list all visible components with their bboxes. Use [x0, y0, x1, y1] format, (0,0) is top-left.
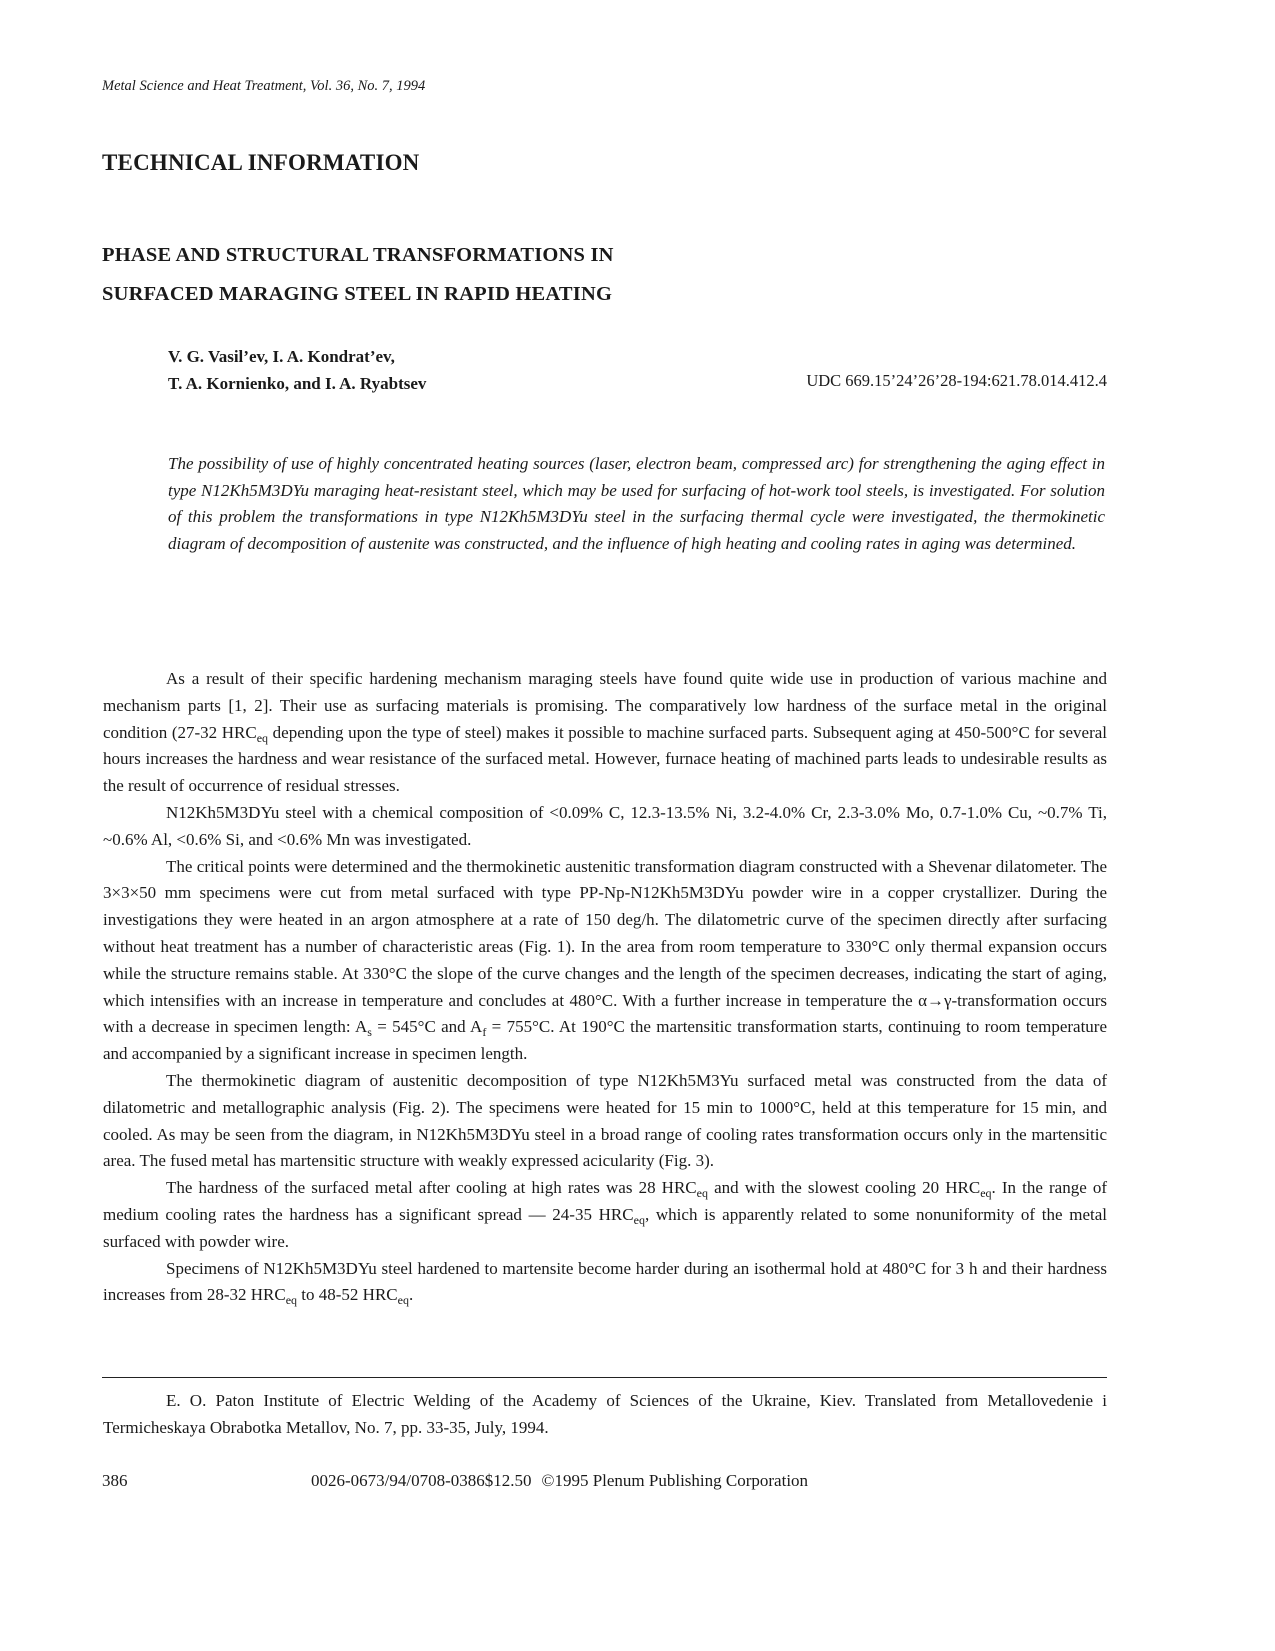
udc-classification: UDC 669.15’24’26’28-194:621.78.014.412.4: [806, 371, 1107, 390]
page-number: 386: [102, 1471, 128, 1490]
subscript-f: f: [482, 1025, 487, 1040]
section-heading: TECHNICAL INFORMATION: [102, 150, 420, 175]
paragraph-1: As a result of their specific hardening mechanism maraging steels have found quite wide use in production of various machine and mechanism parts [1, 2]. Their use as surfacing materials is promising. The comparatively low hardness of the surface metal in the original condition (27-32 $HRC_{eq}$ depending upon the type of steel) makes it possible to machine surfaced parts. Subsequent aging at 450-500°C for several hours increases the hardness and wear resistance of the surfaced metal. However, furnace heating of machined parts leads to undesirable results as the result of occurrence of residual stresses.: [103, 669, 1108, 796]
author-line-1: V. G. Vasil’ev, I. A. Kondrat’ev,: [168, 347, 395, 366]
footnote-text: E. O. Paton Institute of Electric Welding of the Academy of Sciences of the Ukraine, Kiev. Translated from Metallovedenie i Termicheskaya Obrabotka Metallov, No. 7, pp. 33-35, July, 1994.: [103, 1391, 1107, 1437]
body-text: [103, 666, 1107, 1309]
publisher-imprint: [311, 1471, 808, 1491]
article-title: [102, 236, 614, 314]
subscript-eq: eq: [397, 1293, 409, 1308]
subscript-s: s: [367, 1025, 372, 1040]
subscript-eq: eq: [633, 1212, 645, 1227]
subscript-eq: eq: [980, 1186, 992, 1201]
article-title-line-1: PHASE AND STRUCTURAL TRANSFORMATIONS IN: [102, 244, 614, 266]
paragraph-4: The thermokinetic diagram of austenitic decomposition of type N12Kh5M3Yu surfaced metal was constructed from the data of dilatometric and metallographic analysis (Fig. 2). The specimens were heated for 15 min to 1000°C, held at this temperature for 15 min, and cooled. As may be seen from the diagram, in N12Kh5M3DYu steel in a broad range of cooling rates transformation occurs only in the martensitic area. The fused metal has martensitic structure with weakly expressed acicularity (Fig. 3).: [103, 1070, 1107, 1171]
journal-citation: Metal Science and Heat Treatment, Vol. 36, No. 7, 1994: [102, 78, 426, 94]
article-title-line-2: SURFACED MARAGING STEEL IN RAPID HEATING: [102, 283, 613, 305]
imprint-copyright: ©1995 Plenum Publishing Corporation: [541, 1471, 809, 1490]
subscript-eq: eq: [696, 1186, 708, 1201]
author-line-2: T. A. Kornienko, and I. A. Ryabtsev: [168, 374, 427, 393]
abstract: The possibility of use of highly concentrated heating sources (laser, electron beam, compressed arc) for strengthening the aging effect in type N12Kh5M3DYu maraging heat-resistant steel, which may be used for surfacing of hot-work tool steels, is investigated. For solution of this problem the transformations in type N12Kh5M3DYu steel in the surfacing thermal cycle were investigated, the thermokinetic diagram of decomposition of austenite was constructed, and the influence of high heating and cooling rates in aging was determined.: [168, 454, 1105, 553]
author-list: [168, 343, 426, 397]
affiliation-footnote: [103, 1388, 1107, 1441]
paragraph-6: Specimens of N12Kh5M3DYu steel hardened to martensite become harder during an isothermal hold at 480°C for 3 h and their hardness increases from 28-32 $HRC_{eq}$ to 48-52 $HRC_{eq}$.: [103, 1258, 1107, 1308]
subscript-eq: eq: [256, 730, 269, 745]
imprint-code: 0026-0673/94/0708-0386$12.50: [311, 1471, 532, 1490]
subscript-eq: eq: [285, 1293, 298, 1308]
footnote-divider: [102, 1377, 1107, 1378]
paragraph-3: The critical points were determined and the thermokinetic austenitic transformation diagram constructed with a Shevenar dilatometer. The 3×3×50 mm specimens were cut from metal surfaced with type PP-Np-N12Kh5M3DYu powder wire in a copper crystallizer. During the investigations they were heated in an argon atmosphere at a rate of 150 deg/h. The dilatometric curve of the specimen directly after surfacing without heat treatment has a number of characteristic areas (Fig. 1). In the area from room temperature to 330°C only thermal expansion occurs while the structure remains stable. At 330°C the slope of the curve changes and the length of the specimen decreases, indicating the start of aging, which intensifies with an increase in temperature and concludes at 480°C. With a further increase in temperature the α→γ-transformation occurs with a decrease in specimen length: $A_s = 545^\circ C$ and $A_f = 755^\circ C$. At 190°C the martensitic transformation starts, continuing to room temperature and accompanied by a significant increase in specimen length.: [103, 856, 1107, 1064]
paragraph-2: N12Kh5M3DYu steel with a chemical composition of <0.09% C, 12.3-13.5% Ni, 3.2-4.0% Cr, 2.3-3.0% Mo, 0.7-1.0% Cu, ~0.7% Ti, ~0.6% Al, <0.6% Si, and <0.6% Mn was investigated.: [103, 802, 1107, 849]
paragraph-5: The hardness of the surfaced metal after cooling at high rates was 28 $HRC_{eq}$ and with the slowest cooling 20 $HRC_{eq}$. In the range of medium cooling rates the hardness has a significant spread — 24-35 $HRC_{eq}$, which is apparently related to some nonuniformity of the metal surfaced with powder wire.: [103, 1178, 1108, 1251]
